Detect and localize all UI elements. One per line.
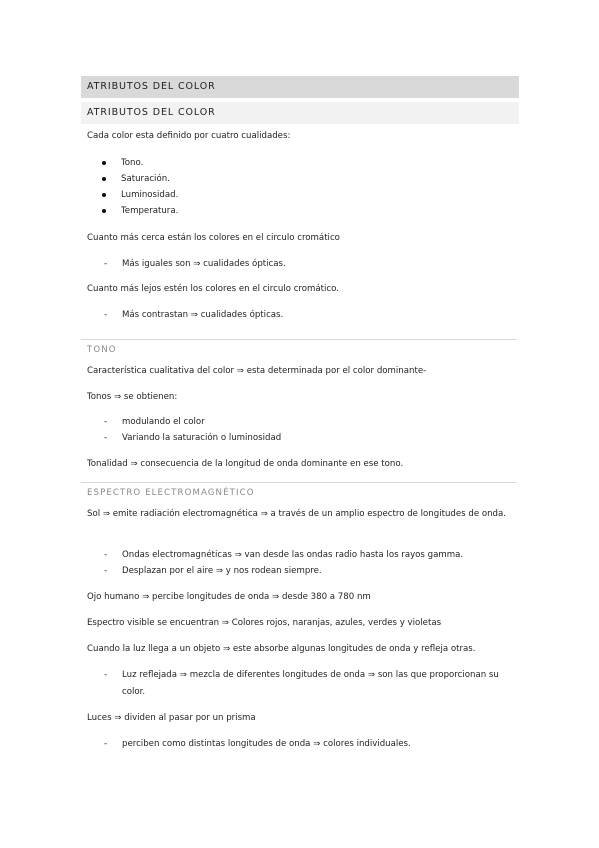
dash-item-1: Más iguales son ⇒ cualidades ópticas. [122,259,286,269]
bullet-dot [102,161,106,165]
dash-marker: - [104,433,108,443]
heading-tono: TONO [87,345,117,355]
tono-paragraph-2: Tonos ⇒ se obtienen: [87,392,178,402]
bullet-dot [102,209,106,213]
bullet-item-tono: Tono. [121,158,144,168]
dash-item-2: Más contrastan ⇒ cualidades ópticas. [122,310,284,320]
intro-paragraph-3: Cuanto más lejos estén los colores en el circulo cromático. [87,284,339,294]
heading-espectro: ESPECTRO ELECTROMAGNÉTICO [87,488,255,498]
dash-marker: - [104,739,108,749]
espectro-dash-item-1: Ondas electromagnéticas ⇒ van desde las ondas radio hasta los rayos gamma. [122,550,464,560]
espectro-dash-item-2: Desplazan por el aire ⇒ y nos rodean siempre. [122,566,322,576]
dash-marker: - [104,670,108,680]
intro-paragraph-1: Cada color esta definido por cuatro cualidades: [87,131,291,141]
section-title: ATRIBUTOS DEL COLOR [81,102,519,124]
dash-marker: - [104,550,108,560]
dash-marker: - [104,566,108,576]
espectro-paragraph-1: Sol ⇒ emite radiación electromagnética ⇒ a través de un amplio espectro de longitudes de onda. [87,509,506,519]
tono-dash-item-1: modulando el color [122,417,205,427]
section-divider [81,339,516,340]
document-title: ATRIBUTOS DEL COLOR [81,76,519,98]
espectro-paragraph-4: Cuando la luz llega a un objeto ⇒ este absorbe algunas longitudes de onda y refleja otras. [87,644,476,654]
tono-paragraph-3: Tonalidad ⇒ consecuencia de la longitud de onda dominante en ese tono. [87,459,404,469]
tono-paragraph-1: Característica cualitativa del color ⇒ esta determinada por el color dominante- [87,366,427,376]
bullet-item-temperatura: Temperatura. [121,206,179,216]
espectro-paragraph-2: Ojo humano ⇒ percibe longitudes de onda ⇒ desde 380 a 780 nm [87,592,371,602]
dash-marker: - [104,417,108,427]
espectro-paragraph-3: Espectro visible se encuentran ⇒ Colores rojos, naranjas, azules, verdes y violetas [87,618,442,628]
bullet-item-saturacion: Saturación. [121,174,170,184]
bullet-dot [102,193,106,197]
espectro-dash-item-3: Luz reflejada ⇒ mezcla de diferentes longitudes de onda ⇒ son las que proporcionan su color. [122,670,499,697]
bullet-item-luminosidad: Luminosidad. [121,190,179,200]
intro-paragraph-2: Cuanto más cerca están los colores en el circulo cromático [87,233,340,243]
section-divider [81,482,516,483]
dash-marker: - [104,310,108,320]
espectro-dash-item-4: perciben como distintas longitudes de onda ⇒ colores individuales. [122,739,411,749]
tono-dash-item-2: Variando la saturación o luminosidad [122,433,282,443]
dash-marker: - [104,259,108,269]
bullet-dot [102,177,106,181]
espectro-paragraph-5: Luces ⇒ dividen al pasar por un prisma [87,713,256,723]
